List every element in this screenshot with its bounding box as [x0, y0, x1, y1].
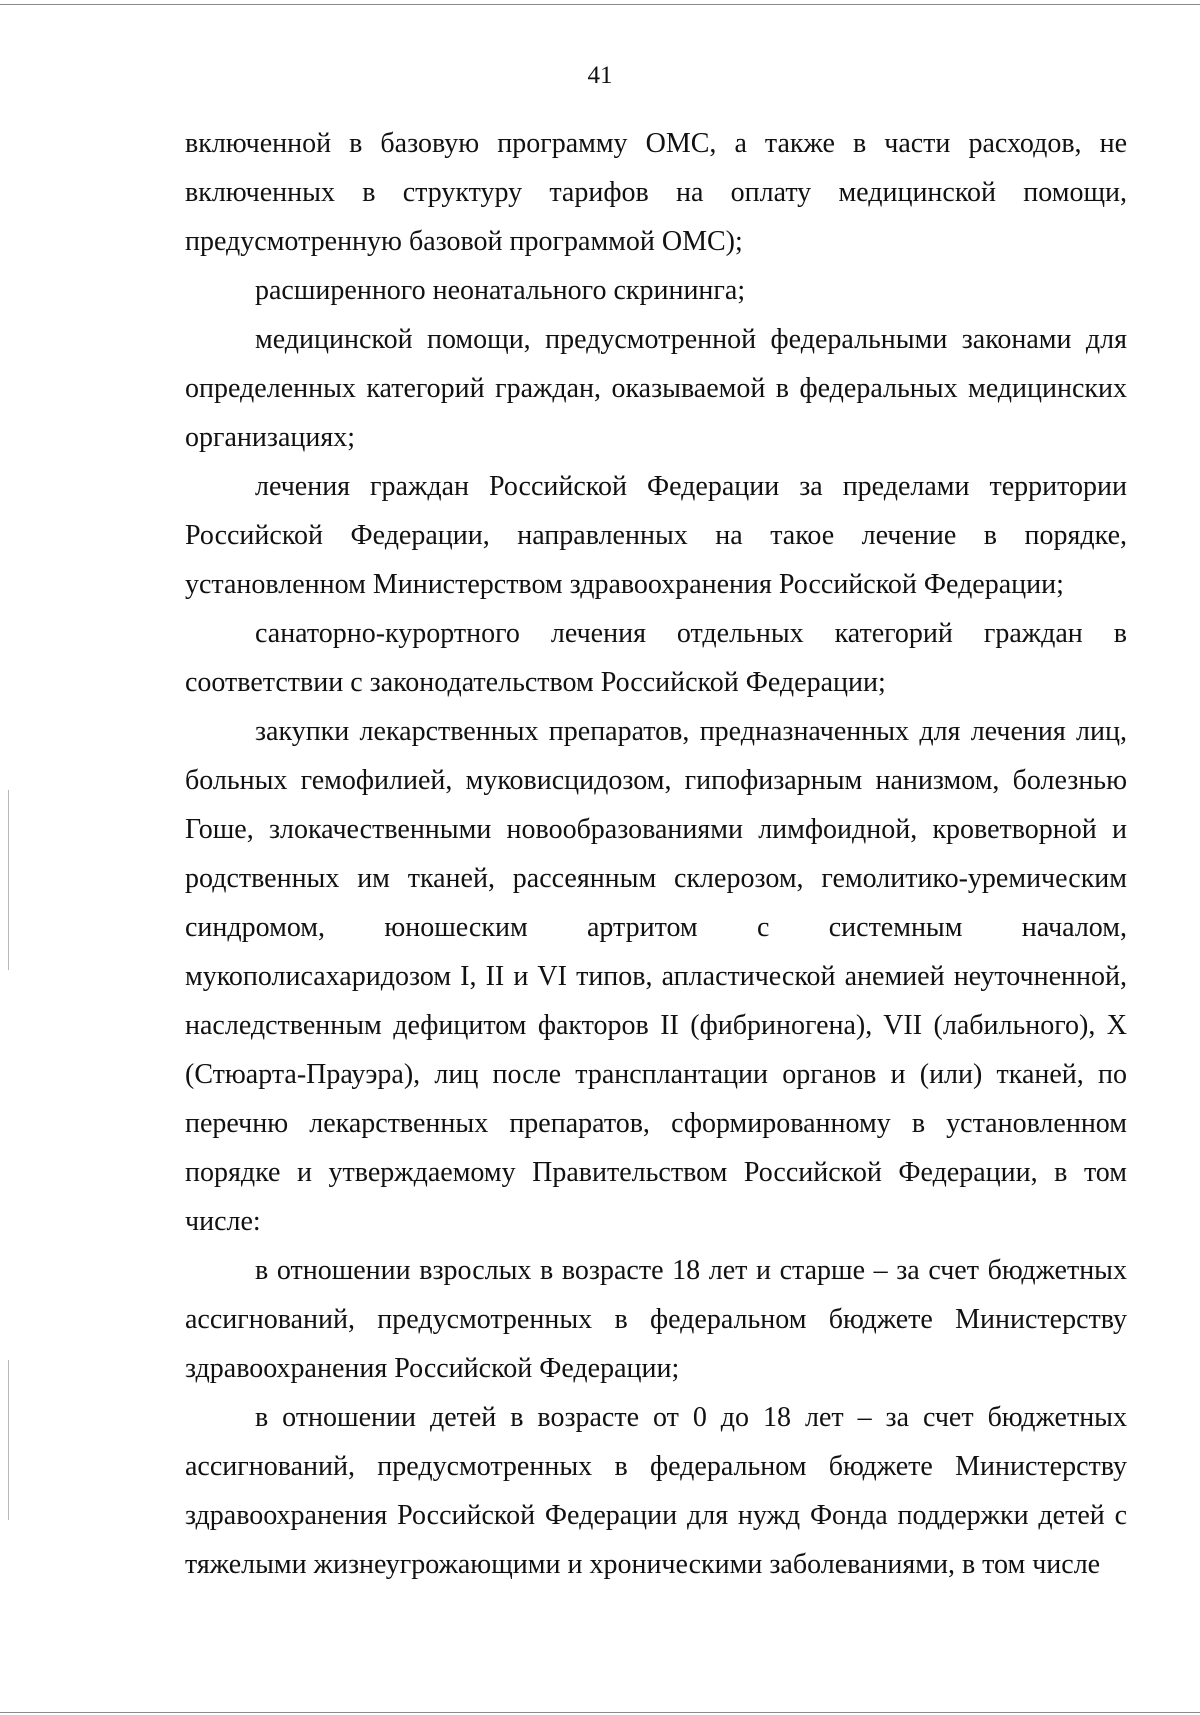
paragraph-treatment-abroad: лечения граждан Российской Федерации за пределами территории Российской Федерации, направленных на такое лечение в порядке, установленном Министерством здравоохранения Российской Федерации;	[185, 471, 1127, 600]
scan-edge-top	[0, 4, 1200, 5]
paragraph-sanatorium-treatment: санаторно-курортного лечения отдельных категорий граждан в соответствии с законодательством Российской Федерации;	[185, 618, 1127, 698]
scan-edge-left-upper	[8, 790, 9, 970]
document-body	[185, 119, 1127, 1589]
paragraph-continuation: включенной в базовую программу ОМС, а также в части расходов, не включенных в структуру тарифов на оплату медицинской помощи, предусмотренную базовой программой ОМС);	[185, 128, 1127, 257]
paragraph-neonatal-screening: расширенного неонатального скрининга;	[255, 275, 746, 306]
paragraph-adults: в отношении взрослых в возрасте 18 лет и старше – за счет бюджетных ассигнований, предусмотренных в федеральном бюджете Министерству здравоохранения Российской Федерации;	[185, 1255, 1127, 1384]
paragraph-children: в отношении детей в возрасте от 0 до 18 лет – за счет бюджетных ассигнований, предусмотренных в федеральном бюджете Министерству здравоохранения Российской Федерации для нужд Фонда поддержки детей с тяжелыми жизнеугрожающими и хроническими заболеваниями, в том числе	[185, 1402, 1127, 1580]
scan-edge-left-lower	[8, 1360, 9, 1520]
page-number: 41	[587, 62, 613, 89]
paragraph-federal-laws-care: медицинской помощи, предусмотренной федеральными законами для определенных категорий граждан, оказываемой в федеральных медицинских организациях;	[185, 324, 1127, 453]
scan-edge-bottom	[0, 1712, 1200, 1713]
paragraph-drug-procurement: закупки лекарственных препаратов, предназначенных для лечения лиц, больных гемофилией, муковисцидозом, гипофизарным нанизмом, болезнью Гоше, злокачественными новообразованиями лимфоидной, кроветворной и родственных им тканей, рассеянным склерозом, гемолитико-уремическим синдромом, юношеским артритом с системным началом, мукополисахаридозом I, II и VI типов, апластической анемией неуточненной, наследственным дефицитом факторов II (фибриногена), VII (лабильного), X (Стюарта-Прауэра), лиц после трансплантации органов и (или) тканей, по перечню лекарственных препаратов, сформированному в установленном порядке и утверждаемому Правительством Российской Федерации, в том числе:	[185, 716, 1127, 1237]
